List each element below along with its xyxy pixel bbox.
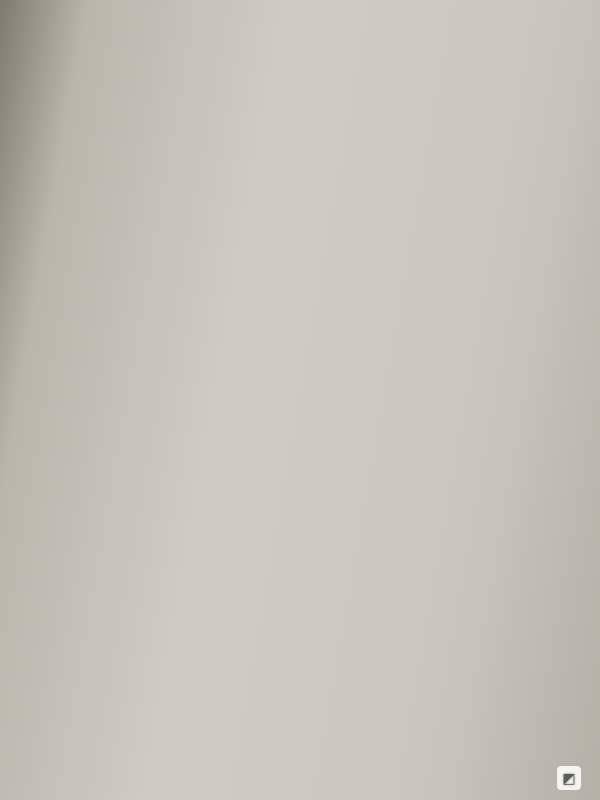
section-heading bbox=[59, 250, 579, 261]
book-page bbox=[14, 0, 600, 800]
story-text bbox=[60, 293, 600, 304]
top-paragraph bbox=[55, 16, 600, 27]
watermark-logo bbox=[557, 766, 586, 790]
labirint-logo-icon: ◩ bbox=[557, 766, 581, 790]
